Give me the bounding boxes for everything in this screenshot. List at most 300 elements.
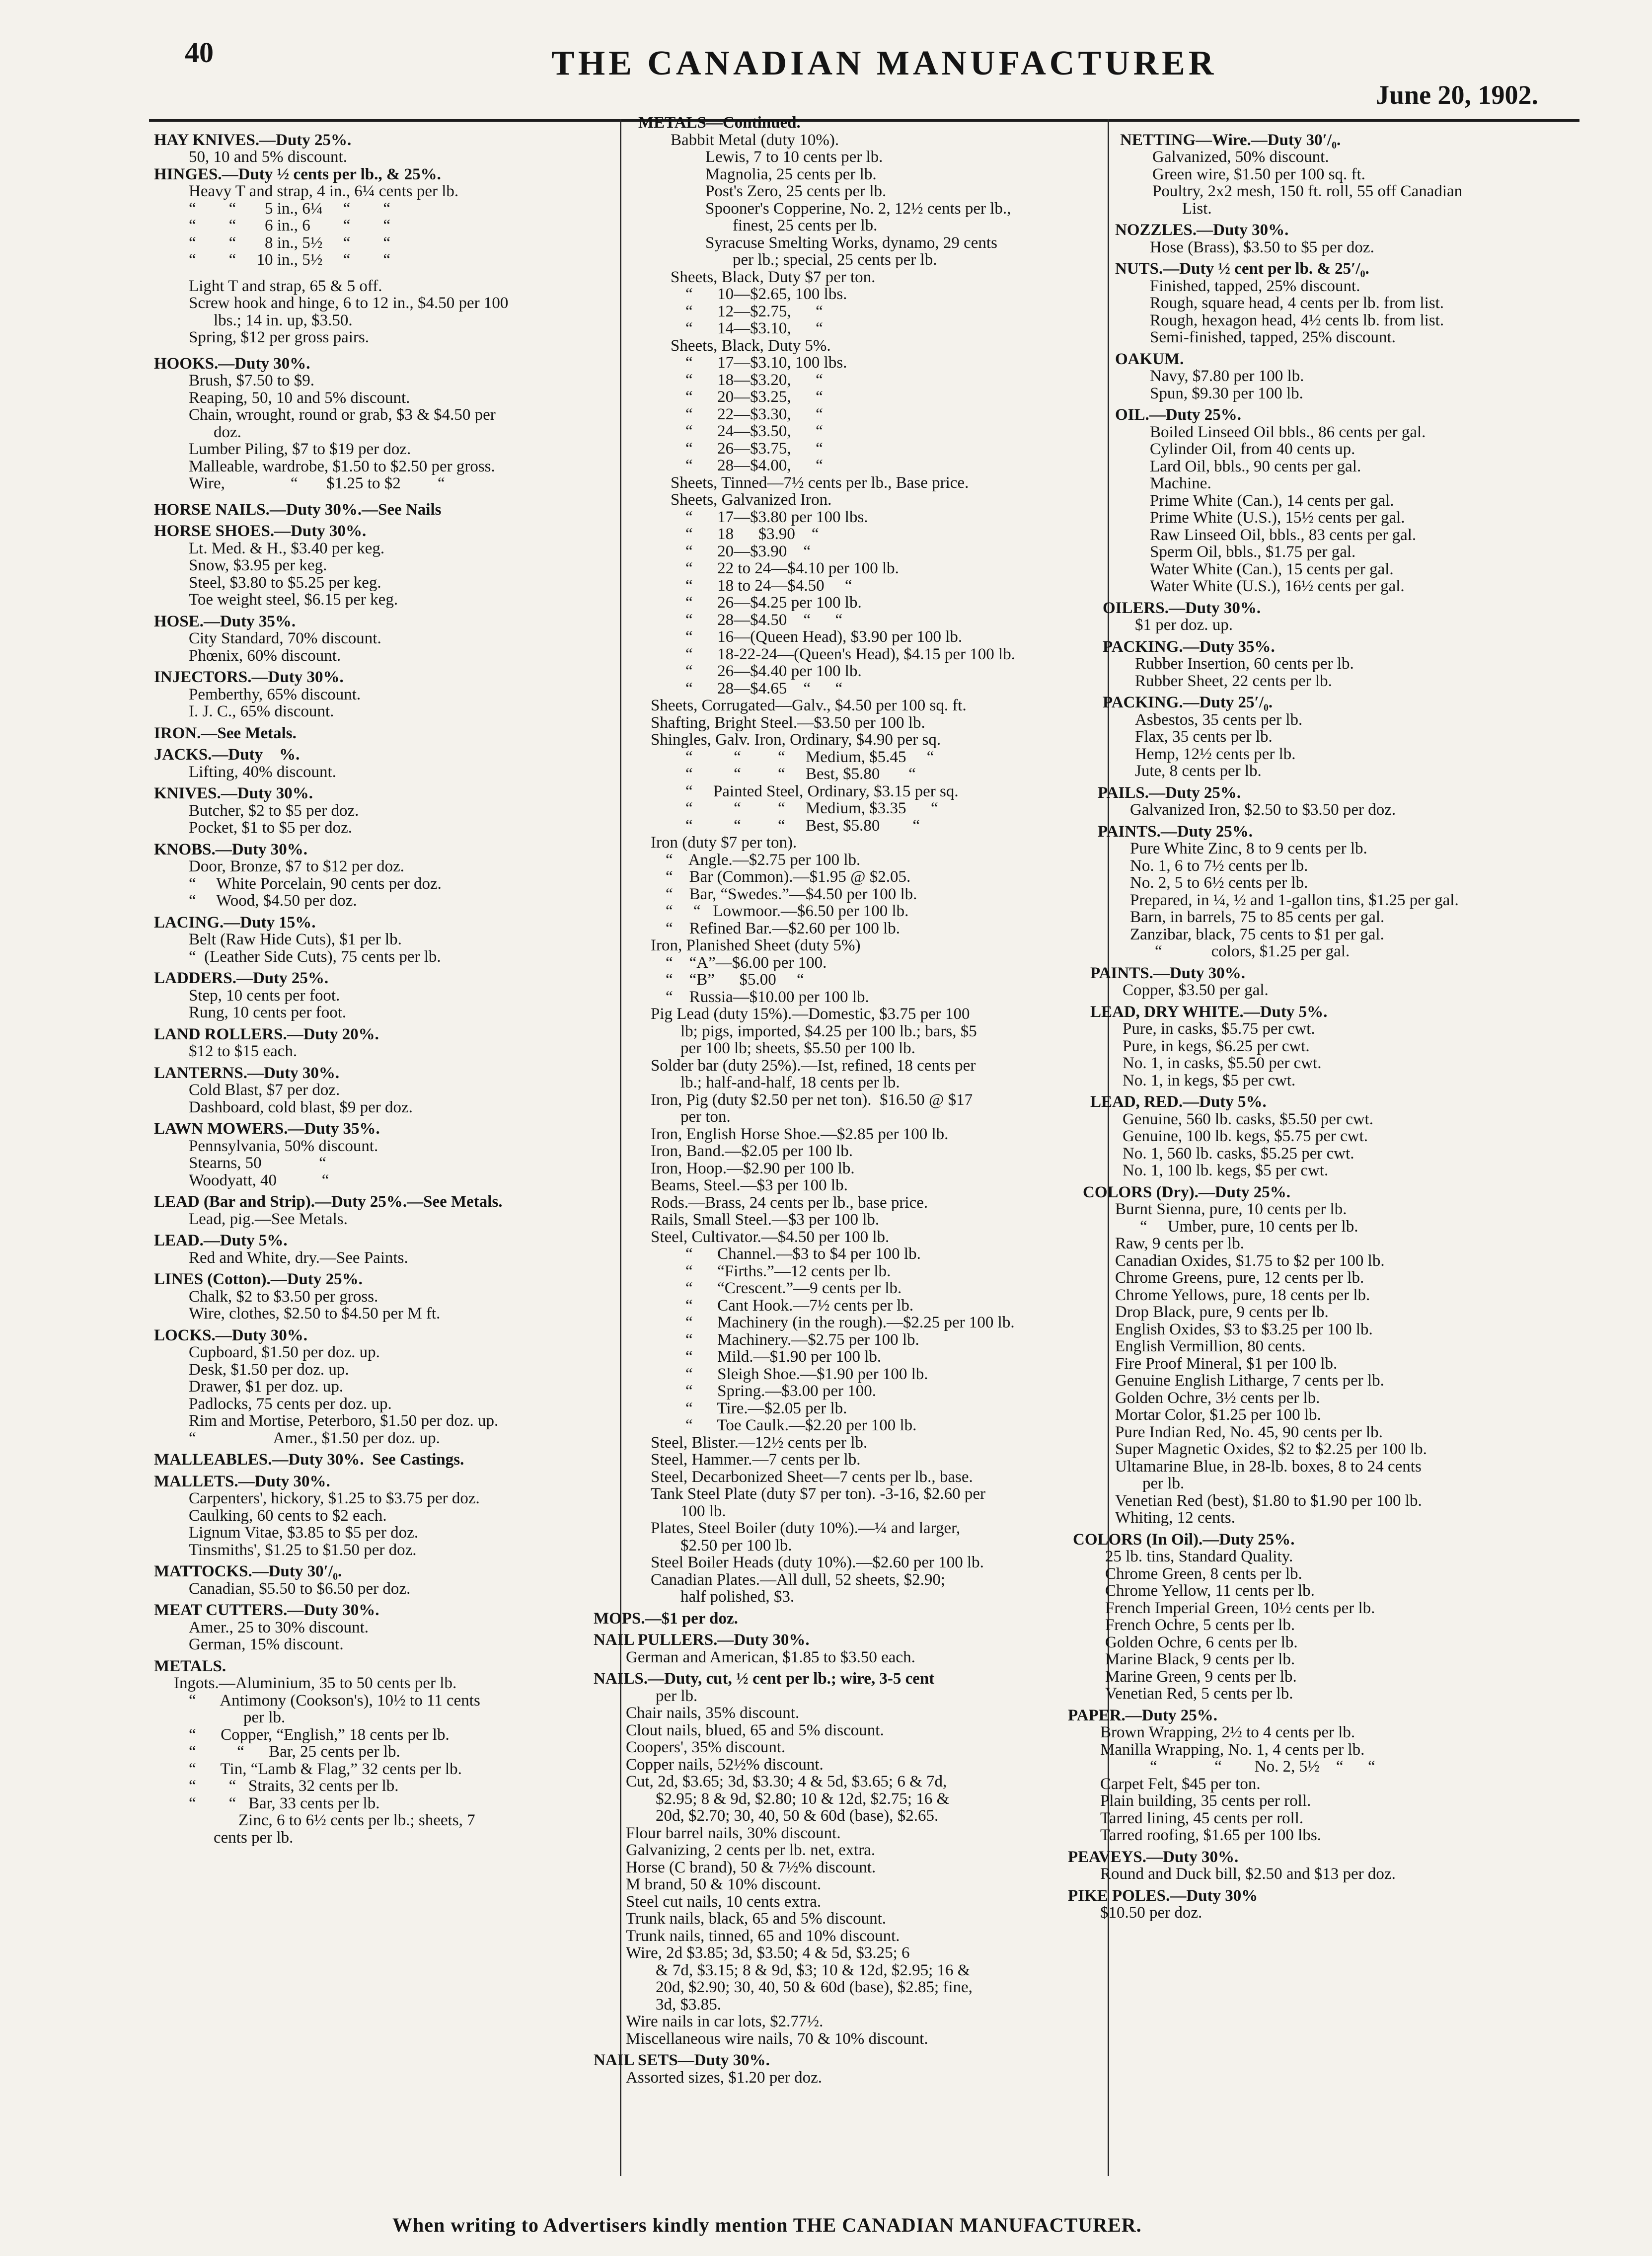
price-line: lb; pigs, imported, $4.25 per 100 lb.; bars, $5 xyxy=(680,1022,977,1040)
section-heading: PIKE POLES.—Duty 30% xyxy=(1068,1887,1258,1904)
price-line: Rubber Sheet, 22 cents per lb. xyxy=(1135,672,1332,690)
price-line: “ 18—$3.20, “ xyxy=(685,371,823,389)
price-line: “ Russia—$10.00 per 100 lb. xyxy=(666,988,869,1006)
price-line: Mortar Color, $1.25 per 100 lb. xyxy=(1115,1406,1321,1424)
price-line: Belt (Raw Hide Cuts), $1 per lb. xyxy=(189,931,402,948)
section-heading: HOOKS.—Duty 30%. xyxy=(154,355,310,372)
price-line: “ Spring.—$3.00 per 100. xyxy=(685,1383,877,1400)
price-line: per 100 lb; sheets, $5.50 per 100 lb. xyxy=(680,1040,915,1057)
price-line: Genuine English Litharge, 7 cents per lb. xyxy=(1115,1372,1384,1390)
footer-note: When writing to Advertisers kindly mention THE CANADIAN MANUFACTURER. xyxy=(392,2214,1142,2236)
price-line: “ 17—$3.10, 100 lbs. xyxy=(685,354,847,372)
price-line: French Ochre, 5 cents per lb. xyxy=(1105,1617,1295,1634)
price-line: “ Copper, “English,” 18 cents per lb. xyxy=(189,1726,450,1743)
price-line: Butcher, $2 to $5 per doz. xyxy=(189,802,359,819)
price-line: “ 18 $3.90 “ xyxy=(685,526,819,543)
price-line: Tinsmiths', $1.25 to $1.50 per doz. xyxy=(189,1541,417,1558)
price-line: Caulking, 60 cents to $2 each. xyxy=(189,1507,387,1524)
section-heading: NUTS.—Duty ½ cent per lb. & 25′/₀. xyxy=(1115,260,1369,278)
section-heading: LEAD.—Duty 5%. xyxy=(154,1232,288,1249)
price-line: Flour barrel nails, 30% discount. xyxy=(626,1824,841,1842)
price-line: lb.; half-and-half, 18 cents per lb. xyxy=(680,1074,900,1091)
section-heading: HORSE SHOES.—Duty 30%. xyxy=(154,523,367,540)
price-line: $1 per doz. up. xyxy=(1135,617,1233,634)
section-heading: HAY KNIVES.—Duty 25%. xyxy=(154,131,352,149)
price-line: Rods.—Brass, 24 cents per lb., base price. xyxy=(651,1194,928,1211)
price-line: “ (Leather Side Cuts), 75 cents per lb. xyxy=(189,948,441,965)
section-heading: PACKING.—Duty 25′/₀. xyxy=(1103,694,1273,711)
section-heading: LOCKS.—Duty 30%. xyxy=(154,1326,307,1344)
price-line: finest, 25 cents per lb. xyxy=(733,217,878,234)
price-line: Amer., 25 to 30% discount. xyxy=(189,1619,369,1636)
price-line: Raw, 9 cents per lb. xyxy=(1115,1235,1244,1252)
price-line: “ 18 to 24—$4.50 “ xyxy=(685,577,852,594)
section-heading: NAIL SETS—Duty 30%. xyxy=(594,2052,770,2069)
price-line: “ Tin, “Lamb & Flag,” 32 cents per lb. xyxy=(189,1760,462,1778)
price-line: Finished, tapped, 25% discount. xyxy=(1150,277,1360,295)
price-line: Toe weight steel, $6.15 per keg. xyxy=(189,591,398,609)
price-line: Flax, 35 cents per lb. xyxy=(1135,728,1273,746)
price-line: “ Umber, pure, 10 cents per lb. xyxy=(1140,1218,1358,1235)
price-line: Zinc, 6 to 6½ cents per lb.; sheets, 7 xyxy=(238,1812,475,1829)
section-heading: PACKING.—Duty 35%. xyxy=(1103,638,1275,655)
price-line: “ 20—$3.25, “ xyxy=(685,389,823,406)
price-line: “ 28—$4.65 “ “ xyxy=(685,680,843,697)
price-line: Iron, Band.—$2.05 per 100 lb. xyxy=(651,1143,853,1160)
price-line: Sheets, Black, Duty 5%. xyxy=(671,337,831,354)
price-line: Babbit Metal (duty 10%). xyxy=(671,131,839,149)
price-line: Solder bar (duty 25%).—Ist, refined, 18 cents per xyxy=(651,1057,976,1074)
price-line: “ Toe Caulk.—$2.20 per 100 lb. xyxy=(685,1417,917,1434)
price-line: Iron, English Horse Shoe.—$2.85 per 100 lb. xyxy=(651,1125,949,1143)
price-line: Machine. xyxy=(1150,475,1211,492)
price-line: Asbestos, 35 cents per lb. xyxy=(1135,711,1303,728)
price-line: “ Machinery (in the rough).—$2.25 per 100 lb. xyxy=(685,1314,1015,1331)
price-line: Jute, 8 cents per lb. xyxy=(1135,763,1262,780)
price-line: Whiting, 12 cents. xyxy=(1115,1509,1235,1527)
section-heading: HOSE.—Duty 35%. xyxy=(154,613,296,630)
price-line: Rung, 10 cents per foot. xyxy=(189,1004,347,1021)
price-line: German, 15% discount. xyxy=(189,1636,344,1653)
price-line: Chrome Greens, pure, 12 cents per lb. xyxy=(1115,1269,1364,1287)
price-line: “ Machinery.—$2.75 per 100 lb. xyxy=(685,1331,919,1348)
price-line: Canadian Oxides, $1.75 to $2 per 100 lb. xyxy=(1115,1252,1385,1269)
price-line: Cylinder Oil, from 40 cents up. xyxy=(1150,441,1355,458)
price-line: “ “ “ Best, $5.80 “ xyxy=(685,766,916,783)
price-line: Manilla Wrapping, No. 1, 4 cents per lb. xyxy=(1100,1741,1365,1758)
price-line: “ “ 10 in., 5½ “ “ xyxy=(189,251,391,269)
price-line: Steel, Blister.—12½ cents per lb. xyxy=(651,1434,868,1451)
price-line: Screw hook and hinge, 6 to 12 in., $4.50 per 100 xyxy=(189,295,509,312)
price-line: English Vermillion, 80 cents. xyxy=(1115,1338,1306,1355)
price-line: Green wire, $1.50 per 100 sq. ft. xyxy=(1152,165,1365,183)
price-line: Pocket, $1 to $5 per doz. xyxy=(189,819,353,837)
price-line: $2.95; 8 & 9d, $2.80; 10 & 12d, $2.75; 16 & xyxy=(656,1790,950,1807)
section-heading: PAILS.—Duty 25%. xyxy=(1098,784,1241,801)
price-line: “ “A”—$6.00 per 100. xyxy=(666,954,827,971)
price-line: per ton. xyxy=(680,1108,731,1126)
price-line xyxy=(1068,114,1565,132)
price-line: Stearns, 50 “ xyxy=(189,1155,326,1172)
price-line: Ultamarine Blue, in 28-lb. boxes, 8 to 24 cents xyxy=(1115,1458,1422,1475)
price-line: Tank Steel Plate (duty $7 per ton). -3-16, $2.60 per xyxy=(651,1485,986,1503)
price-line: Copper, $3.50 per gal. xyxy=(1123,982,1269,999)
price-line: Lead, pig.—See Metals. xyxy=(189,1210,348,1228)
price-line: Sheets, Corrugated—Galv., $4.50 per 100 sq. ft. xyxy=(651,697,967,714)
section-heading: MALLETS.—Duty 30%. xyxy=(154,1473,330,1490)
price-line: “ “Crescent.”—9 cents per lb. xyxy=(685,1280,902,1297)
price-line: Wire, 2d $3.85; 3d, $3.50; 4 & 5d, $3.25; 6 xyxy=(626,1945,910,1962)
price-line: Burnt Sienna, pure, 10 cents per lb. xyxy=(1115,1201,1347,1218)
price-line: Assorted sizes, $1.20 per doz. xyxy=(626,2069,823,2086)
price-line: Dashboard, cold blast, $9 per doz. xyxy=(189,1098,413,1116)
price-line: Marine Black, 9 cents per lb. xyxy=(1105,1651,1295,1668)
price-line: “ 26—$4.25 per 100 lb. xyxy=(685,594,862,612)
section-heading: KNOBS.—Duty 30%. xyxy=(154,841,307,858)
price-line: 100 lb. xyxy=(680,1502,726,1520)
price-line: Galvanizing, 2 cents per lb. net, extra. xyxy=(626,1842,876,1859)
price-line: Round and Duck bill, $2.50 and $13 per doz. xyxy=(1100,1866,1396,1883)
price-line: No. 1, 560 lb. casks, $5.25 per cwt. xyxy=(1123,1145,1354,1162)
price-line: “ 26—$4.40 per 100 lb. xyxy=(685,663,862,680)
price-line: Pennsylvania, 50% discount. xyxy=(189,1137,378,1155)
price-line: $12 to $15 each. xyxy=(189,1043,298,1060)
price-line: Genuine, 100 lb. kegs, $5.75 per cwt. xyxy=(1123,1128,1368,1145)
price-line: Chrome Green, 8 cents per lb. xyxy=(1105,1565,1302,1582)
price-line: Steel cut nails, 10 cents extra. xyxy=(626,1893,822,1910)
section-heading: METALS—Continued. xyxy=(638,114,801,132)
price-line: Cupboard, $1.50 per doz. up. xyxy=(189,1344,380,1361)
price-line: No. 1, 6 to 7½ cents per lb. xyxy=(1130,857,1308,874)
price-line: Golden Ochre, 6 cents per lb. xyxy=(1105,1634,1298,1651)
price-line: “ Cant Hook.—7½ cents per lb. xyxy=(685,1297,914,1314)
masthead-title: THE CANADIAN MANUFACTURER xyxy=(551,44,1217,82)
price-line: Galvanized Iron, $2.50 to $3.50 per doz. xyxy=(1130,801,1396,819)
price-line: “ 14—$3.10, “ xyxy=(685,320,823,337)
price-line: French Imperial Green, 10½ cents per lb. xyxy=(1105,1599,1375,1617)
section-heading: OILERS.—Duty 30%. xyxy=(1103,599,1261,617)
price-line: 3d, $3.85. xyxy=(656,1996,721,2013)
section-heading: HORSE NAILS.—Duty 30%.—See Nails xyxy=(154,501,442,518)
section-heading: LACING.—Duty 15%. xyxy=(154,914,316,931)
price-line: Pemberthy, 65% discount. xyxy=(189,686,361,703)
price-line: Iron (duty $7 per ton). xyxy=(651,834,797,852)
section-heading: IRON.—See Metals. xyxy=(154,724,297,742)
price-line: 20d, $2.70; 30, 40, 50 & 60d (base), $2.65. xyxy=(656,1807,939,1825)
price-line: Rough, square head, 4 cents per lb. from list. xyxy=(1150,295,1444,312)
price-line: “ White Porcelain, 90 cents per doz. xyxy=(189,875,442,892)
price-line: “ Bar, “Swedes.”—$4.50 per 100 lb. xyxy=(666,885,917,903)
price-line: Chain, wrought, round or grab, $3 & $4.50 per xyxy=(189,406,496,424)
price-line: Post's Zero, 25 cents per lb. xyxy=(705,183,887,200)
price-line: Cut, 2d, $3.65; 3d, $3.30; 4 & 5d, $3.65; 6 & 7d, xyxy=(626,1773,947,1790)
price-line: Venetian Red (best), $1.80 to $1.90 per 100 lb. xyxy=(1115,1492,1422,1509)
price-line: Wire nails in car lots, $2.77½. xyxy=(626,2013,824,2030)
price-line: Spooner's Copperine, No. 2, 12½ cents per lb., xyxy=(705,200,1011,217)
price-line: “ Antimony (Cookson's), 10½ to 11 cents xyxy=(189,1692,480,1709)
price-line: Rubber Insertion, 60 cents per lb. xyxy=(1135,655,1354,673)
price-line: “ Tire.—$2.05 per lb. xyxy=(685,1400,847,1417)
price-line: “ “ “ Medium, $5.45 “ xyxy=(685,748,934,766)
price-line: Canadian Plates.—All dull, 52 sheets, $2.90; xyxy=(651,1571,946,1588)
price-line: per lb.; special, 25 cents per lb. xyxy=(733,251,937,269)
price-line: “ 16—(Queen Head), $3.90 per 100 lb. xyxy=(685,628,963,646)
price-line: Brush, $7.50 to $9. xyxy=(189,372,315,389)
price-line: Galvanized, 50% discount. xyxy=(1152,149,1329,166)
price-column-1 xyxy=(114,114,611,1846)
price-line: “ 28—$4.50 “ “ xyxy=(685,611,843,628)
price-line: No. 1, in casks, $5.50 per cwt. xyxy=(1123,1055,1322,1072)
price-line: Syracuse Smelting Works, dynamo, 29 cents xyxy=(705,234,997,251)
price-line: “ Painted Steel, Ordinary, $3.15 per sq. xyxy=(685,782,959,800)
price-line: Prepared, in ¼, ½ and 1-gallon tins, $1.25 per gal. xyxy=(1130,891,1459,909)
section-heading: COLORS (Dry).—Duty 25%. xyxy=(1083,1183,1290,1201)
price-line: “ Amer., $1.50 per doz. up. xyxy=(189,1429,440,1447)
price-line: doz. xyxy=(214,423,241,441)
price-line: Ingots.—Aluminium, 35 to 50 cents per lb. xyxy=(174,1675,457,1692)
price-line: Snow, $3.95 per keg. xyxy=(189,557,327,574)
price-line: lbs.; 14 in. up, $3.50. xyxy=(214,311,353,329)
price-line: Door, Bronze, $7 to $12 per doz. xyxy=(189,858,404,875)
price-line: Lt. Med. & H., $3.40 per keg. xyxy=(189,540,385,557)
price-line: Carpenters', hickory, $1.25 to $3.75 per doz. xyxy=(189,1490,480,1507)
price-line: Sheets, Galvanized Iron. xyxy=(671,491,832,509)
section-heading: LADDERS.—Duty 25%. xyxy=(154,970,329,987)
price-line: Genuine, 560 lb. casks, $5.50 per cwt. xyxy=(1123,1110,1373,1128)
price-line: Trunk nails, tinned, 65 and 10% discount. xyxy=(626,1927,900,1945)
price-line: “ Angle.—$2.75 per 100 lb. xyxy=(666,851,861,868)
price-line: Clout nails, blued, 65 and 5% discount. xyxy=(626,1721,884,1739)
price-line: Pure, in kegs, $6.25 per cwt. xyxy=(1123,1037,1310,1055)
price-line: 25 lb. tins, Standard Quality. xyxy=(1105,1548,1293,1565)
section-heading: PEAVEYS.—Duty 30%. xyxy=(1068,1848,1239,1866)
price-line: Steel, $3.80 to $5.25 per keg. xyxy=(189,574,381,591)
price-column-3 xyxy=(1068,114,1565,1922)
section-heading: PAPER.—Duty 25%. xyxy=(1068,1707,1217,1724)
price-line: Padlocks, 75 cents per doz. up. xyxy=(189,1395,392,1412)
section-heading: NOZZLES.—Duty 30%. xyxy=(1115,222,1289,239)
section-heading: KNIVES.—Duty 30%. xyxy=(154,785,313,802)
section-heading: NETTING—Wire.—Duty 30′/₀. xyxy=(1120,131,1341,149)
price-line: Semi-finished, tapped, 25% discount. xyxy=(1150,329,1396,346)
price-line: half polished, $3. xyxy=(680,1588,795,1606)
price-line: Iron, Planished Sheet (duty 5%) xyxy=(651,937,861,954)
price-line: Wire, “ $1.25 to $2 “ xyxy=(189,475,445,492)
price-line: Zanzibar, black, 75 cents to $1 per gal. xyxy=(1130,926,1384,943)
price-line: No. 1, in kegs, $5 per cwt. xyxy=(1123,1072,1296,1089)
price-line: “ Wood, $4.50 per doz. xyxy=(189,892,357,910)
price-line: Raw Linseed Oil, bbls., 83 cents per gal. xyxy=(1150,526,1417,544)
price-line: Tarred lining, 45 cents per roll. xyxy=(1100,1809,1304,1827)
price-line: English Oxides, $3 to $3.25 per 100 lb. xyxy=(1115,1321,1373,1338)
price-line: Shingles, Galv. Iron, Ordinary, $4.90 per sq. xyxy=(651,731,941,749)
price-line: Sperm Oil, bbls., $1.75 per gal. xyxy=(1150,544,1356,561)
price-line: Canadian, $5.50 to $6.50 per doz. xyxy=(189,1580,411,1597)
section-heading: JACKS.—Duty %. xyxy=(154,746,300,764)
price-line: 20d, $2.90; 30, 40, 50 & 60d (base), $2.85; fine, xyxy=(656,1979,973,1996)
price-line: Tarred roofing, $1.65 per 100 lbs. xyxy=(1100,1827,1321,1844)
section-heading: LAND ROLLERS.—Duty 20%. xyxy=(154,1025,379,1043)
section-heading: COLORS (In Oil).—Duty 25%. xyxy=(1073,1531,1295,1548)
price-line: Water White (U.S.), 16½ cents per gal. xyxy=(1150,578,1405,595)
price-line: “ Refined Bar.—$2.60 per 100 lb. xyxy=(666,920,900,937)
section-heading: MATTOCKS.—Duty 30′/₀. xyxy=(154,1563,342,1580)
price-line: “ “ Bar, 33 cents per lb. xyxy=(189,1794,380,1812)
price-line: “ 20—$3.90 “ xyxy=(685,543,811,560)
price-line: Steel, Decarbonized Sheet—7 cents per lb., base. xyxy=(651,1468,973,1485)
price-line: Trunk nails, black, 65 and 5% discount. xyxy=(626,1910,886,1928)
price-line: “ 10—$2.65, 100 lbs. xyxy=(685,286,847,303)
section-heading: LAWN MOWERS.—Duty 35%. xyxy=(154,1120,380,1138)
price-line: Red and White, dry.—See Paints. xyxy=(189,1249,408,1266)
price-line: Steel Boiler Heads (duty 10%).—$2.60 per 100 lb. xyxy=(651,1554,984,1571)
price-line: No. 2, 5 to 6½ cents per lb. xyxy=(1130,874,1308,892)
price-line: Chrome Yellow, 11 cents per lb. xyxy=(1105,1582,1315,1600)
price-line: Lignum Vitae, $3.85 to $5 per doz. xyxy=(189,1524,419,1542)
section-heading: MOPS.—$1 per doz. xyxy=(594,1610,738,1627)
price-line: Light T and strap, 65 & 5 off. xyxy=(189,277,382,295)
price-line: Rough, hexagon head, 4½ cents lb. from list. xyxy=(1150,311,1444,329)
section-heading: PAINTS.—Duty 25%. xyxy=(1098,823,1253,840)
price-line: Desk, $1.50 per doz. up. xyxy=(189,1361,349,1378)
price-line: Prime White (U.S.), 15½ cents per gal. xyxy=(1150,509,1405,527)
price-line: Navy, $7.80 per 100 lb. xyxy=(1150,368,1304,385)
price-line: Marine Green, 9 cents per lb. xyxy=(1105,1668,1297,1685)
price-line: Plain building, 35 cents per roll. xyxy=(1100,1792,1311,1810)
price-line: “ Bar (Common).—$1.95 @ $2.05. xyxy=(666,868,911,886)
price-line: Pig Lead (duty 15%).—Domestic, $3.75 per 100 xyxy=(651,1006,970,1023)
section-heading: INJECTORS.—Duty 30%. xyxy=(154,669,344,686)
price-line: Sheets, Tinned—7½ cents per lb., Base price. xyxy=(671,474,969,491)
price-column-2 xyxy=(589,114,1085,2086)
price-line: $2.50 per 100 lb. xyxy=(680,1537,792,1554)
section-heading: METALS. xyxy=(154,1657,226,1675)
price-line: per lb. xyxy=(243,1709,286,1726)
price-line: Hose (Brass), $3.50 to $5 per doz. xyxy=(1150,238,1374,256)
price-line: Rails, Small Steel.—$3 per 100 lb. xyxy=(651,1211,880,1229)
price-line: Iron, Pig (duty $2.50 per net ton). $16.50 @ $17 xyxy=(651,1091,973,1108)
price-line: Horse (C brand), 50 & 7½% discount. xyxy=(626,1859,876,1876)
price-line: Steel, Hammer.—7 cents per lb. xyxy=(651,1451,861,1469)
price-line: Prime White (Can.), 14 cents per gal. xyxy=(1150,492,1394,509)
price-line: Sheets, Black, Duty $7 per ton. xyxy=(671,268,876,286)
price-line: Shafting, Bright Steel.—$3.50 per 100 lb. xyxy=(651,714,925,731)
price-line: & 7d, $3.15; 8 & 9d, $3; 10 & 12d, $2.95; 16 & xyxy=(656,1961,971,1979)
price-line: Step, 10 cents per foot. xyxy=(189,987,340,1004)
price-line: per lb. xyxy=(656,1687,698,1705)
price-line: 50, 10 and 5% discount. xyxy=(189,149,347,166)
price-line: Malleable, wardrobe, $1.50 to $2.50 per gross. xyxy=(189,458,495,475)
price-line: “ “B” $5.00 “ xyxy=(666,971,804,989)
price-line: Boiled Linseed Oil bbls., 86 cents per gal. xyxy=(1150,423,1426,441)
price-line: Magnolia, 25 cents per lb. xyxy=(705,165,877,183)
price-line: cents per lb. xyxy=(214,1829,294,1846)
price-line: Beams, Steel.—$3 per 100 lb. xyxy=(651,1177,848,1194)
price-line: “ 22—$3.30, “ xyxy=(685,405,823,423)
price-line: Cold Blast, $7 per doz. xyxy=(189,1082,340,1099)
price-line: $10.50 per doz. xyxy=(1100,1904,1202,1922)
section-heading: LEAD, RED.—Duty 5%. xyxy=(1090,1093,1267,1111)
price-line: Water White (Can.), 15 cents per gal. xyxy=(1150,560,1394,578)
price-line: Lewis, 7 to 10 cents per lb. xyxy=(705,149,883,166)
price-line: Venetian Red, 5 cents per lb. xyxy=(1105,1685,1293,1703)
price-line: “ “ 6 in., 6 “ “ xyxy=(189,217,391,234)
section-heading: MALLEABLES.—Duty 30%. See Castings. xyxy=(154,1451,464,1469)
price-line: City Standard, 70% discount. xyxy=(189,630,381,647)
price-line: M brand, 50 & 10% discount. xyxy=(626,1876,822,1893)
price-line: Chrome Yellows, pure, 18 cents per lb. xyxy=(1115,1286,1370,1304)
price-line: “ Channel.—$3 to $4 per 100 lb. xyxy=(685,1245,921,1263)
price-line: “ “ “ Medium, $3.35 “ xyxy=(685,800,938,817)
price-line: “ “Firths.”—12 cents per lb. xyxy=(685,1262,891,1280)
section-heading: OIL.—Duty 25%. xyxy=(1115,406,1241,424)
price-line: Spring, $12 per gross pairs. xyxy=(189,329,369,346)
price-line: Coopers', 35% discount. xyxy=(626,1739,786,1756)
price-line: “ “ No. 2, 5½ “ “ xyxy=(1150,1758,1375,1776)
price-line: Pure Indian Red, No. 45, 90 cents per lb. xyxy=(1115,1423,1383,1441)
section-heading: LEAD, DRY WHITE.—Duty 5%. xyxy=(1090,1003,1328,1020)
price-line: Pure, in casks, $5.75 per cwt. xyxy=(1123,1020,1315,1038)
price-line: Drawer, $1 per doz. up. xyxy=(189,1378,344,1396)
price-line: Carpet Felt, $45 per ton. xyxy=(1100,1775,1261,1792)
price-line: Rim and Mortise, Peterboro, $1.50 per doz. up. xyxy=(189,1412,499,1430)
price-line: Poultry, 2x2 mesh, 150 ft. roll, 55 off Canadian xyxy=(1152,183,1463,200)
price-line: “ 26—$3.75, “ xyxy=(685,440,823,457)
price-line: Reaping, 50, 10 and 5% discount. xyxy=(189,389,410,406)
price-line: Woodyatt, 40 “ xyxy=(189,1171,329,1189)
section-heading: MEAT CUTTERS.—Duty 30%. xyxy=(154,1602,379,1619)
price-line: List. xyxy=(1182,200,1212,217)
price-line: Iron, Hoop.—$2.90 per 100 lb. xyxy=(651,1160,855,1177)
section-heading: HINGES.—Duty ½ cents per lb., & 25%. xyxy=(154,165,441,183)
price-line: Plates, Steel Boiler (duty 10%).—¼ and larger, xyxy=(651,1520,961,1537)
price-line: Fire Proof Mineral, $1 per 100 lb. xyxy=(1115,1355,1338,1372)
price-line: Hemp, 12½ cents per lb. xyxy=(1135,745,1296,763)
price-line: Brown Wrapping, 2½ to 4 cents per lb. xyxy=(1100,1724,1355,1741)
price-line: Miscellaneous wire nails, 70 & 10% discount. xyxy=(626,2030,928,2047)
price-line: Heavy T and strap, 4 in., 6¼ cents per lb. xyxy=(189,183,459,200)
price-line: “ “ 8 in., 5½ “ “ xyxy=(189,234,391,251)
section-heading: NAILS.—Duty, cut, ½ cent per lb.; wire, 3-5 cent xyxy=(594,1670,935,1688)
price-line: I. J. C., 65% discount. xyxy=(189,703,334,720)
price-line: “ 24—$3.50, “ xyxy=(685,423,823,440)
price-line: Wire, clothes, $2.50 to $4.50 per M ft. xyxy=(189,1305,441,1322)
price-line: “ “ Bar, 25 cents per lb. xyxy=(189,1743,400,1761)
section-heading: OAKUM. xyxy=(1115,350,1184,368)
price-line: Phœnix, 60% discount. xyxy=(189,647,341,664)
price-line: “ colors, $1.25 per gal. xyxy=(1155,943,1350,960)
price-line: “ “ Lowmoor.—$6.50 per 100 lb. xyxy=(666,903,909,920)
price-line: Drop Black, pure, 9 cents per lb. xyxy=(1115,1304,1329,1321)
price-line: Lard Oil, bbls., 90 cents per gal. xyxy=(1150,458,1361,475)
price-line: Lifting, 40% discount. xyxy=(189,763,336,780)
price-line: “ Mild.—$1.90 per 100 lb. xyxy=(685,1348,882,1366)
price-line: Barn, in barrels, 75 to 85 cents per gal. xyxy=(1130,909,1385,926)
section-heading: LEAD (Bar and Strip).—Duty 25%.—See Metals. xyxy=(154,1193,503,1211)
price-line: “ 28—$4.00, “ xyxy=(685,457,823,474)
price-line: Spun, $9.30 per 100 lb. xyxy=(1150,385,1303,402)
price-line: Chair nails, 35% discount. xyxy=(626,1705,800,1722)
price-line: per lb. xyxy=(1142,1475,1185,1492)
price-line: Golden Ochre, 3½ cents per lb. xyxy=(1115,1389,1320,1406)
price-line: “ 17—$3.80 per 100 lbs. xyxy=(685,508,868,526)
section-heading: PAINTS.—Duty 30%. xyxy=(1090,964,1246,982)
price-line xyxy=(114,114,611,132)
price-line: “ 12—$2.75, “ xyxy=(685,303,823,320)
price-line: Copper nails, 52½% discount. xyxy=(626,1756,824,1773)
price-line: “ Sleigh Shoe.—$1.90 per 100 lb. xyxy=(685,1365,928,1383)
price-line: Steel, Cultivator.—$4.50 per 100 lb. xyxy=(651,1228,890,1245)
